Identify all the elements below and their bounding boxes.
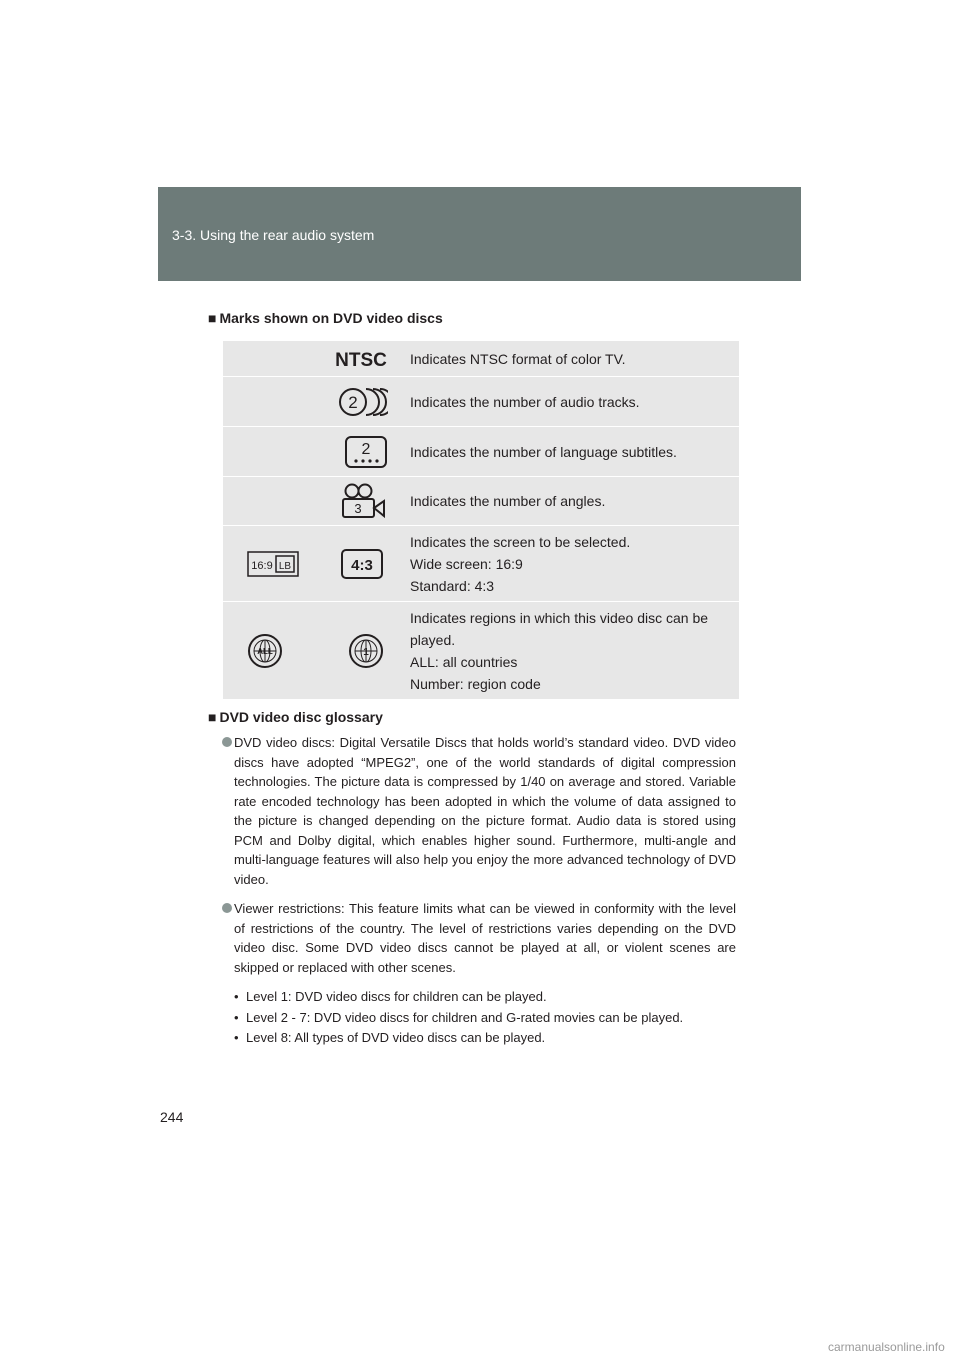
mark-icon-cell [223,341,398,376]
ntsc-mark-icon [334,347,388,371]
table-row [223,526,739,602]
letterbox-icon-label: LB [278,560,292,572]
table-row [223,341,739,377]
wide-screen-mark-icon [247,549,299,579]
glossary-item [222,733,736,889]
table-row [223,377,739,427]
region-code-icon-label: 1 [363,646,369,658]
mark-description [398,526,739,601]
bullet-dot-icon [222,903,232,913]
restriction-levels-list [234,987,736,1048]
mark-description [398,602,739,699]
bullet-dot-icon [222,737,232,747]
glossary-item-text: DVD video discs: Digital Versatile Discs that holds world’s standard video. DVD video discs have adopted “MPEG2”, one of the world standards of digital compression technologies. The picture data is compressed by 1/40 on average and stored. Variable rate encoded technology has been adopted in which the volume of data assigned to the picture is changed depending on the picture format. Audio data is stored using PCM and Dolby digital, which enables higher sound. Furthermore, multi-angle and multi-language features will also help you enjoy the more advanced technology of DVD video. [234,735,736,887]
region-all-globe-icon [247,633,283,669]
table-row [223,602,739,699]
standard-screen-mark-icon [340,548,384,580]
desc-line: Indicates the number of language subtitles. [410,443,677,460]
glossary-item [222,899,736,977]
audio-tracks-icon-label: 2 [348,392,358,412]
region-all-icon-label: ALL [257,646,273,656]
table-row [223,427,739,477]
mark-icon-cell [223,526,398,601]
glossary-item-text: Viewer restrictions: This feature limits what can be viewed in conformity with the level of restrictions of the country. The level of restrictions varies depending on the DVD video disc. Some DVD video discs cannot be played at all, or violent scenes are skipped or replaced with other scenes. [234,901,736,975]
desc-line: Indicates NTSC format of color TV. [410,350,626,367]
list-item: • Level 2 - 7: DVD video discs for children and G-rated movies can be played. [234,1008,736,1028]
desc-line: Wide screen: 16:9 [410,555,523,572]
glossary-list [222,733,736,1049]
angles-icon-label: 3 [354,501,362,516]
heading-square-marker: ■ [208,709,217,725]
subtitles-icon-label: 2 [361,440,371,458]
wide-screen-icon-label: 16:9 [251,559,273,572]
section-title: 3-3. Using the rear audio system [172,227,375,243]
ntsc-icon-label: NTSC [335,349,387,371]
dvd-marks-table [223,341,739,699]
angles-mark-icon [338,482,388,520]
mark-icon-cell [223,377,398,426]
desc-line: Number: region code [410,675,541,692]
heading-square-marker: ■ [208,310,217,326]
watermark: carmanualsonline.info [828,1340,945,1354]
marks-heading [208,310,443,326]
desc-line: played. [410,631,456,648]
mark-description [398,477,739,525]
mark-icon-cell [223,477,398,525]
marks-heading-text: Marks shown on DVD video discs [219,310,443,326]
section-header-band [158,187,801,281]
subtitles-mark-icon [344,435,388,469]
desc-line: Standard: 4:3 [410,577,495,594]
desc-line: Indicates the screen to be selected. [410,533,631,550]
mark-description [398,341,739,376]
glossary-heading [208,709,383,725]
desc-line: Indicates the number of angles. [410,493,606,509]
audio-tracks-mark-icon [332,385,388,419]
standard-screen-icon-label: 4:3 [351,556,373,574]
mark-icon-cell [223,427,398,476]
desc-line: ALL: all countries [410,653,518,670]
list-item: • Level 8: All types of DVD video discs can be played. [234,1028,736,1048]
list-item: • Level 1: DVD video discs for children can be played. [234,987,736,1007]
desc-line: Indicates the number of audio tracks. [410,393,640,410]
page-number: 244 [160,1109,184,1125]
desc-line: Indicates regions in which this video disc can be [410,609,709,626]
mark-icon-cell [223,602,398,699]
table-row [223,477,739,526]
mark-description [398,377,739,426]
glossary-heading-text: DVD video disc glossary [219,709,383,725]
mark-description [398,427,739,476]
region-code-globe-icon [348,633,384,669]
